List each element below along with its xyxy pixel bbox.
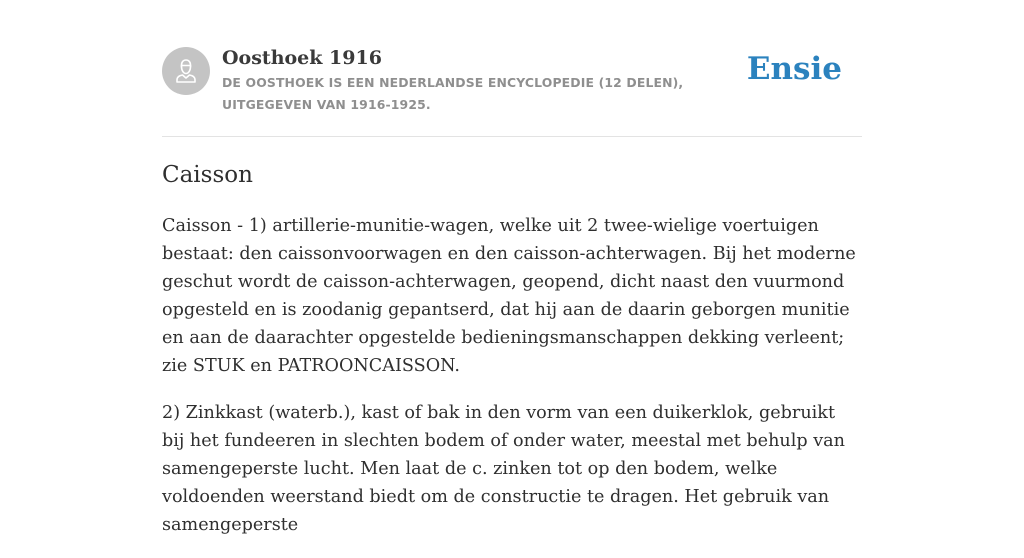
ensie-logo-link[interactable]: Ensie	[746, 51, 842, 87]
page	[162, 0, 862, 535]
user-icon	[162, 47, 210, 95]
article-paragraph: Caisson - 1) artillerie-munitie-wagen, welke uit 2 twee-wielige voertuigen bestaat: den caissonvoorwagen en den caisson-achterwagen. Bij het moderne geschut wordt de caisson-achterwagen, geopend, dicht naast den vuurmond opgesteld en is zoodanig gepantserd, dat hij aan de daarin geborgen munitie en aan de daarachter opgestelde bedieningsmanschappen dekking verleent; zie STUK en PATROONCAISSON.	[162, 216, 856, 376]
article-title: Caisson	[162, 162, 253, 188]
source-avatar[interactable]	[162, 47, 210, 95]
source-description: DE OOSTHOEK IS EEN NEDERLANDSE ENCYCLOPEDIE (12 DELEN), UITGEGEVEN VAN 1916-1925.	[222, 75, 684, 112]
source-header	[162, 0, 862, 137]
source-title[interactable]: Oosthoek 1916	[222, 47, 382, 69]
article-paragraph: 2) Zinkkast (waterb.), kast of bak in den vorm van een duikerklok, gebruikt bij het fundeeren in slechten bodem of onder water, meestal met behulp van samengeperste lucht. Men laat de c. zinken tot op den bodem, welke voldoenden weerstand biedt om de constructie te dragen. Het gebruik van samengeperste	[162, 403, 846, 535]
article-body	[162, 212, 862, 558]
